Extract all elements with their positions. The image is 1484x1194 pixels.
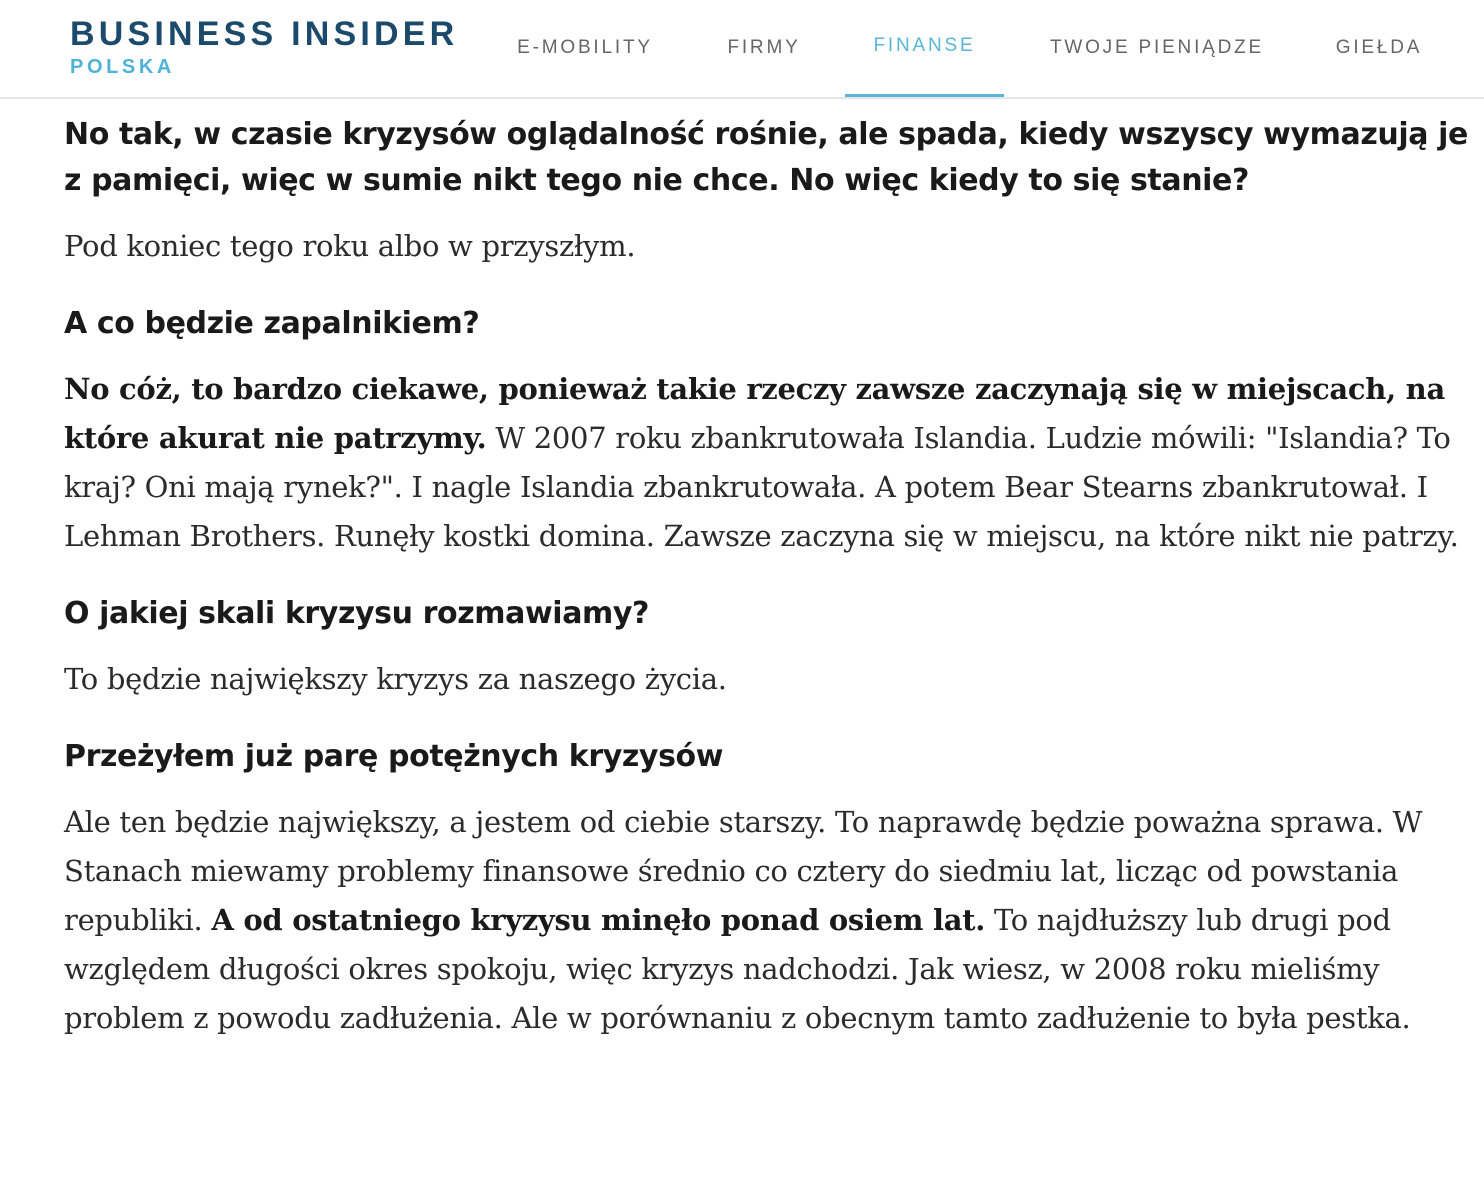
answer-2-bold: No cóż, to bardzo ciekawe, ponieważ takie rzeczy zawsze zaczynają się w miejscach, na które akurat nie patrzymy. [64, 372, 1445, 455]
question-4: Przeżyłem już parę potężnych kryzysów [64, 739, 724, 774]
nav-item-gielda[interactable]: GIEŁDA [1335, 36, 1423, 58]
answer-4 [64, 798, 1469, 1043]
nav-item-twoje-pieniadze[interactable]: TWOJE PIENIĄDZE [1049, 36, 1265, 58]
answer-2-text: W 2007 roku zbankrutowała Islandia. Ludzie mówili: "Islandia? To kraj? Oni mają rynek?". I nagle Islandia zbankrutowała. A potem Bear Stearns zbankrutował. I Lehman Brothers. Runęły kostki domina. Zawsze zaczyna się w miejscu, na które nikt nie patrzy. [64, 421, 1459, 553]
answer-4-bold: A od ostatniego kryzysu minęło ponad osiem lat. [211, 903, 986, 937]
answer-1: Pod koniec tego roku albo w przyszłym. [64, 229, 636, 263]
main-nav [0, 0, 1484, 99]
answer-2 [64, 365, 1469, 561]
question-1: No tak, w czasie kryzysów oglądalność rośnie, ale spada, kiedy wszyscy wymazują je z pamięci, więc w sumie nikt tego nie chce. No więc kiedy to się stanie? [64, 117, 1468, 198]
site-header [0, 0, 1484, 99]
nav-item-firmy[interactable]: FIRMY [727, 36, 801, 58]
nav-item-finanse[interactable]: FINANSE [845, 0, 1004, 97]
answer-3: To będzie największy kryzys za naszego życia. [64, 662, 727, 696]
question-3: O jakiej skali kryzysu rozmawiamy? [64, 596, 650, 631]
logo-main-text: BUSINESS INSIDER [70, 15, 459, 53]
logo-sub-text: POLSKA [70, 56, 175, 78]
nav-item-e-mobility[interactable]: E-MOBILITY [517, 36, 653, 58]
question-2: A co będzie zapalnikiem? [64, 306, 480, 341]
answer-4-text-end: To najdłuższy lub drugi pod względem długości okres spokoju, więc kryzys nadchodzi. Jak wiesz, w 2008 roku mieliśmy problem z powodu zadłużenia. Ale w porównaniu z obecnym tamto zadłużenie to była pestka. [64, 903, 1411, 1035]
article-body [64, 112, 1469, 1043]
answer-4-text-start: Ale ten będzie największy, a jestem od ciebie starszy. To naprawdę będzie poważna sprawa. W Stanach miewamy problemy finansowe średnio co cztery do siedmiu lat, licząc od powstania republiki. [64, 805, 1423, 937]
